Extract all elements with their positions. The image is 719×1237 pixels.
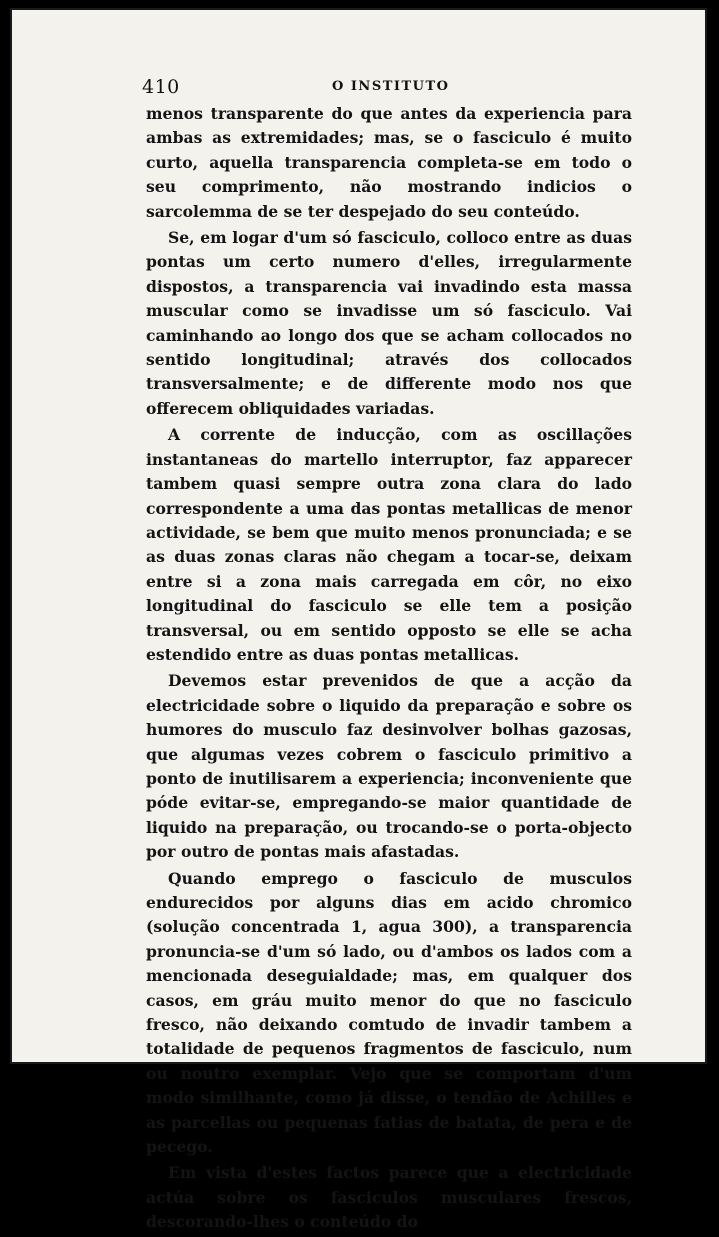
book-page bbox=[10, 8, 707, 1232]
paragraph: Quando emprego o fasciculo de musculos endurecidos por alguns dias em acido chromico (solução concentrada 1, agua 300), a transparencia pronuncia-se d'um só lado, ou d'ambos os lados com a mencionada deseguialdade; mas, em qualquer dos casos, em gráu muito menor do que no fasciculo fresco, não deixando comtudo de invadir tambem a totalidade de pequenos fragmentos de fasciculo, num ou noutro exemplar. Vejo que se comportam d'um modo similhante, como já disse, o tendão de Achilles e as parcellas ou pequenas fatias de batata, de pera e de pecego. bbox=[146, 868, 632, 1157]
paragraph: Se, em logar d'um só fasciculo, colloco entre as duas pontas um certo numero d'elles, irregularmente dispostos, a transparencia vai invadindo esta massa muscular como se invadisse um só fasciculo. Vai caminhando ao longo dos que se acham collocados no sentido longitudinal; através dos collocados transversalmente; e de differente modo nos que offerecem obliquidades variadas. bbox=[146, 228, 632, 418]
paragraph: Em vista d'estes factos parece que a electricidade actúa sobre os fasciculos musculares frescos, descorando-lhes o conteúdo do bbox=[146, 1163, 632, 1232]
page-number: 410 bbox=[142, 76, 180, 98]
page-header bbox=[12, 76, 705, 100]
paragraph: menos transparente do que antes da experiencia para ambas as extremidades; mas, se o fasciculo é muito curto, aquella transparencia completa-se em todo o seu comprimento, não mostrando indicios o sarcolemma de se ter despejado do seu conteúdo. bbox=[146, 104, 632, 221]
paragraph: A corrente de inducção, com as oscillações instantaneas do martello interruptor, faz apparecer tambem quasi sempre outra zona clara do lado correspondente a uma das pontas metallicas de menor actividade, se bem que muito menos pronunciada; e se as duas zonas claras não chegam a tocar-se, deixam entre si a zona mais carregada em côr, no eixo longitudinal do fasciculo se elle tem a posição transversal, ou em sentido opposto se elle se acha estendido entre as duas pontas metallicas. bbox=[146, 425, 632, 664]
body-text bbox=[146, 102, 632, 1237]
paragraph: Devemos estar prevenidos de que a acção da electricidade sobre o liquido da preparação e sobre os humores do musculo faz desinvolver bolhas gazosas, que algumas vezes cobrem o fasciculo primitivo a ponto de inutilisarem a experiencia; inconveniente que póde evitar-se, empregando-se maior quantidade de liquido na preparação, ou trocando-se o porta-objecto por outro de pontas mais afastadas. bbox=[146, 671, 632, 862]
running-title: O INSTITUTO bbox=[332, 79, 450, 94]
